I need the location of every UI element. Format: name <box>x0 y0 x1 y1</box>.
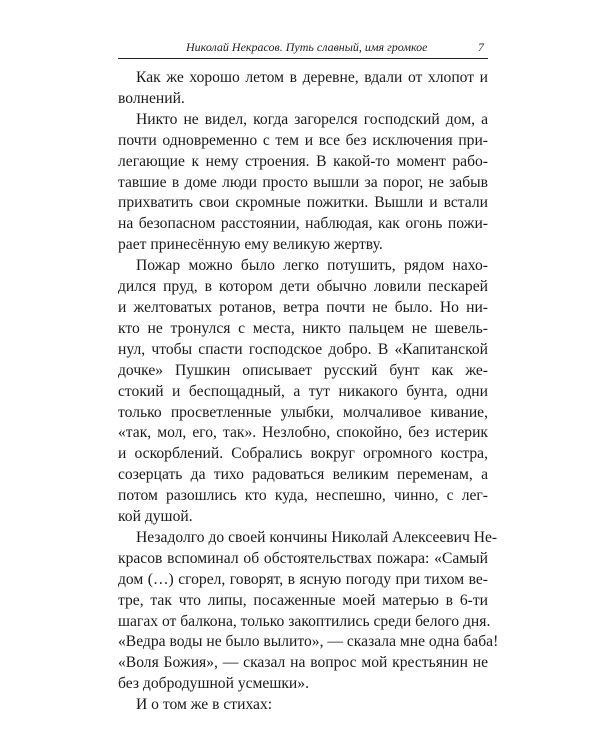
paragraph <box>118 110 488 256</box>
header-rule <box>118 58 488 59</box>
text-line: дочке» Пушкин описывает русский бунт как же- <box>118 361 488 379</box>
text-line: созерцать да тихо радоваться великим переменам, а <box>118 466 488 484</box>
text-line: дом (…) сгорел, говорят, в ясную погоду при тихом ве- <box>118 570 488 588</box>
body-text <box>118 68 499 716</box>
text-line: Пожар можно было легко потушить, рядом нахо- <box>136 257 488 275</box>
text-line: прихватить свои скромные пожитки. Вышли и встали <box>118 194 488 212</box>
text-line: только просветленные улыбки, молчаливое кивание, <box>118 403 488 421</box>
text-line: нул, чтобы спасти господское добро. В «Капитанской <box>118 340 488 358</box>
text-line: рает принесённую ему великую жертву. <box>118 236 383 254</box>
text-line: И о том же в стихах: <box>136 696 273 714</box>
paragraph <box>118 68 488 110</box>
text-line: и желтоватых ротанов, ветра почти не было. Но ни- <box>118 298 488 316</box>
text-line: тавшие в доме люди просто вышли за порог, не забыв <box>118 173 488 191</box>
text-line: шагах от балкона, только закоптились среди белого дня. <box>118 612 491 630</box>
text-line: и оскорблений. Собрались вокруг огромного костра, <box>118 445 488 463</box>
text-line: на безопасном расстоянии, наблюдая, как огонь пожи- <box>118 215 488 233</box>
text-line: волнений. <box>118 89 185 107</box>
running-head <box>118 38 488 60</box>
text-line: кой душой. <box>118 508 193 526</box>
text-line: без добродушной усмешки». <box>118 675 309 693</box>
text-line: кто не тронулся с места, никто пальцем не шевель- <box>118 319 488 337</box>
text-line: «Воля Божия», — сказал на вопрос мой крестьянин не <box>118 654 488 672</box>
text-line: стокий и беспощадный, а тут никакого бунта, одни <box>118 382 488 400</box>
page-number: 7 <box>478 40 484 54</box>
text-line: потом разошлись кто куда, неспешно, чинно, с лег- <box>118 487 488 505</box>
paragraph <box>118 695 488 716</box>
text-line: «так, мол, его, так». Незлобно, спокойно, без истерик <box>118 424 488 442</box>
text-line: Никто не видел, когда загорелся господский дом, а <box>136 110 488 128</box>
paragraph <box>118 528 499 695</box>
text-line: Незадолго до своей кончины Николай Алексеевич Не- <box>136 528 498 546</box>
text-line: «Ведра воды не было вылито», — сказала мне одна баба! <box>118 633 499 651</box>
text-line: тре, так что липы, посаженные моей матерью в 6-ти <box>118 591 488 609</box>
text-line: красов вспоминал об обстоятельствах пожара: «Самый <box>118 549 488 567</box>
text-line: легающие к нему строения. В какой-то момент рабо- <box>118 152 488 170</box>
text-line: дился пруд, в котором дети обычно ловили пескарей <box>118 278 488 296</box>
running-title: Николай Некрасов. Путь славный, имя громкое <box>186 40 428 54</box>
text-line: почти одновременно с тем и все без исключения при- <box>118 131 488 149</box>
text-line: Как же хорошо летом в деревне, вдали от хлопот и <box>136 69 488 86</box>
paragraph <box>118 256 488 528</box>
